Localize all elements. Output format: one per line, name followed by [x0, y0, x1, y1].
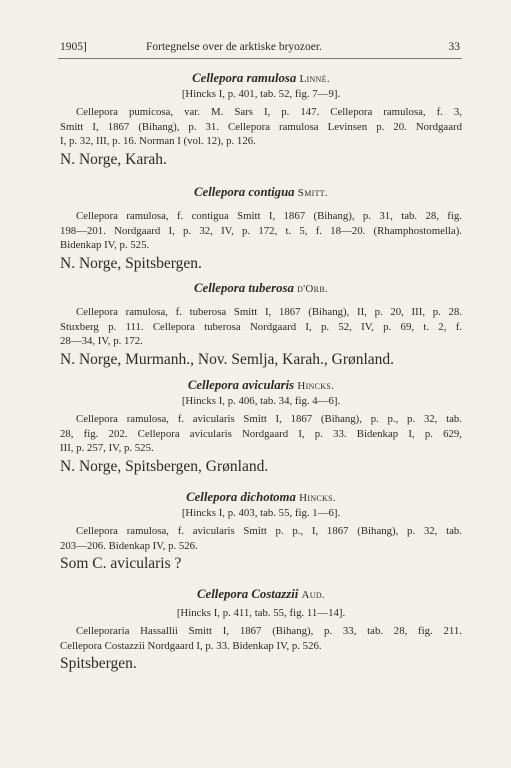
species-name: Cellepora ramulosa — [192, 71, 297, 85]
synonymy-line: Smitt I, 1867 (Bihang), p. 31. Cellepora ramulosa Levinsen p. 20. Nordgaard — [60, 120, 462, 133]
synonymy-text — [60, 105, 462, 149]
synonymy-line: Cellepora ramulosa, f. tuberosa Smitt I, 1867 (Bihang), II, p. 20, III, p. 28. — [76, 306, 462, 318]
species-title — [60, 587, 462, 603]
synonymy-line: Cellepora Costazzii Nordgaard I, p. 33. Bidenkap IV, p. 526. — [60, 639, 322, 652]
species-author: d'Orb. — [297, 283, 329, 295]
species-author: Hincks. — [299, 492, 336, 504]
distribution-text: N. Norge, Murmanh., Nov. Semlja, Karah., Grønland. — [60, 350, 395, 368]
distribution-text: N. Norge, Spitsbergen. — [60, 254, 202, 272]
species-entry-avicularis — [60, 378, 462, 476]
synonymy-text — [60, 524, 462, 553]
synonymy-line: 203—206. Bidenkap IV, p. 526. — [60, 539, 198, 552]
synonymy-text — [60, 209, 462, 253]
synonymy-line: Cellepora ramulosa, f. avicularis Smitt I, 1867 (Bihang), p. p., p. 32, tab. — [76, 413, 462, 425]
species-name: Cellepora contigua — [193, 185, 295, 199]
synonymy-line: 28—34, IV, p. 172. — [60, 335, 143, 348]
species-author: Smitt. — [297, 187, 329, 199]
species-reference: [Hincks I, p. 411, tab. 55, fig. 11—14]. — [176, 607, 346, 619]
synonymy-line: Cellepora ramulosa, f. contigua Smitt I, 1867 (Bihang), p. 31, tab. 28, fig. — [76, 210, 462, 222]
species-name: Cellepora avicularis — [187, 378, 295, 392]
species-title — [60, 490, 462, 506]
species-entry-ramulosa — [60, 71, 462, 169]
species-reference: [Hincks I, p. 403, tab. 55, fig. 1—6]. — [181, 507, 341, 519]
species-entry-costazzii — [60, 587, 462, 673]
synonymy-text — [60, 412, 462, 456]
synonymy-line: Celleporaria Hassallii Smitt I, 1867 (Bihang), p. 33, tab. 28, fig. 211. — [76, 625, 462, 637]
header-title: Fortegnelse over de arktiske bryozoer. — [146, 41, 322, 53]
synonymy-line: 198—201. Nordgaard I, p. 32, IV, p. 172, t. 5, f. 18—20. (Rhamphostomella). — [60, 224, 462, 237]
distribution-text: Spitsbergen. — [60, 655, 137, 673]
distribution-text: N. Norge, Karah. — [60, 150, 167, 168]
species-reference: [Hincks I, p. 401, tab. 52, fig. 7—9]. — [181, 88, 341, 100]
species-title — [60, 185, 462, 201]
synonymy-line: Bidenkap IV, p. 525. — [60, 239, 150, 252]
species-author: Hincks. — [297, 380, 335, 392]
species-title — [60, 378, 462, 394]
species-name: Cellepora dichotoma — [186, 490, 296, 504]
synonymy-line: I, p. 32, III, p. 16. Norman I (vol. 12), p. 126. — [60, 135, 256, 148]
header-rule — [58, 58, 462, 59]
species-name: Cellepora tuberosa — [193, 281, 294, 295]
species-reference: [Hincks I, p. 406, tab. 34, fig. 4—6]. — [181, 395, 341, 407]
species-author: Linné. — [299, 73, 330, 85]
synonymy-line: Stuxberg p. 111. Cellepora tuberosa Nordgaard I, p. 52, IV, p. 69, t. 2, f. — [60, 320, 462, 333]
species-author: Aud. — [301, 589, 325, 601]
species-entry-contigua — [60, 185, 462, 273]
distribution-text: Som C. avicularis ? — [60, 555, 182, 573]
distribution-text: N. Norge, Spitsbergen, Grønland. — [60, 457, 269, 475]
synonymy-line: Cellepora ramulosa, f. avicularis Smitt p. p., I, 1867 (Bihang), p. 32, tab. — [76, 525, 462, 537]
species-entry-tuberosa — [60, 281, 462, 369]
running-header — [60, 41, 460, 55]
species-entry-dichotoma — [60, 490, 462, 573]
header-year: 1905] — [60, 41, 87, 53]
species-title — [60, 71, 462, 87]
species-title — [60, 281, 462, 297]
page-number: 33 — [448, 41, 460, 53]
species-name: Cellepora Costazzii — [197, 587, 299, 601]
synonymy-text — [60, 624, 462, 653]
synonymy-line: 28, fig. 202. Cellepora avicularis Nordgaard I, p. 33. Bidenkap I, p. 629, — [60, 427, 462, 440]
synonymy-line: III, p. 257, IV, p. 525. — [60, 442, 154, 455]
synonymy-line: Cellepora pumicosa, var. M. Sars I, p. 147. Cellepora ramulosa, f. 3, — [76, 106, 462, 118]
synonymy-text — [60, 305, 462, 349]
